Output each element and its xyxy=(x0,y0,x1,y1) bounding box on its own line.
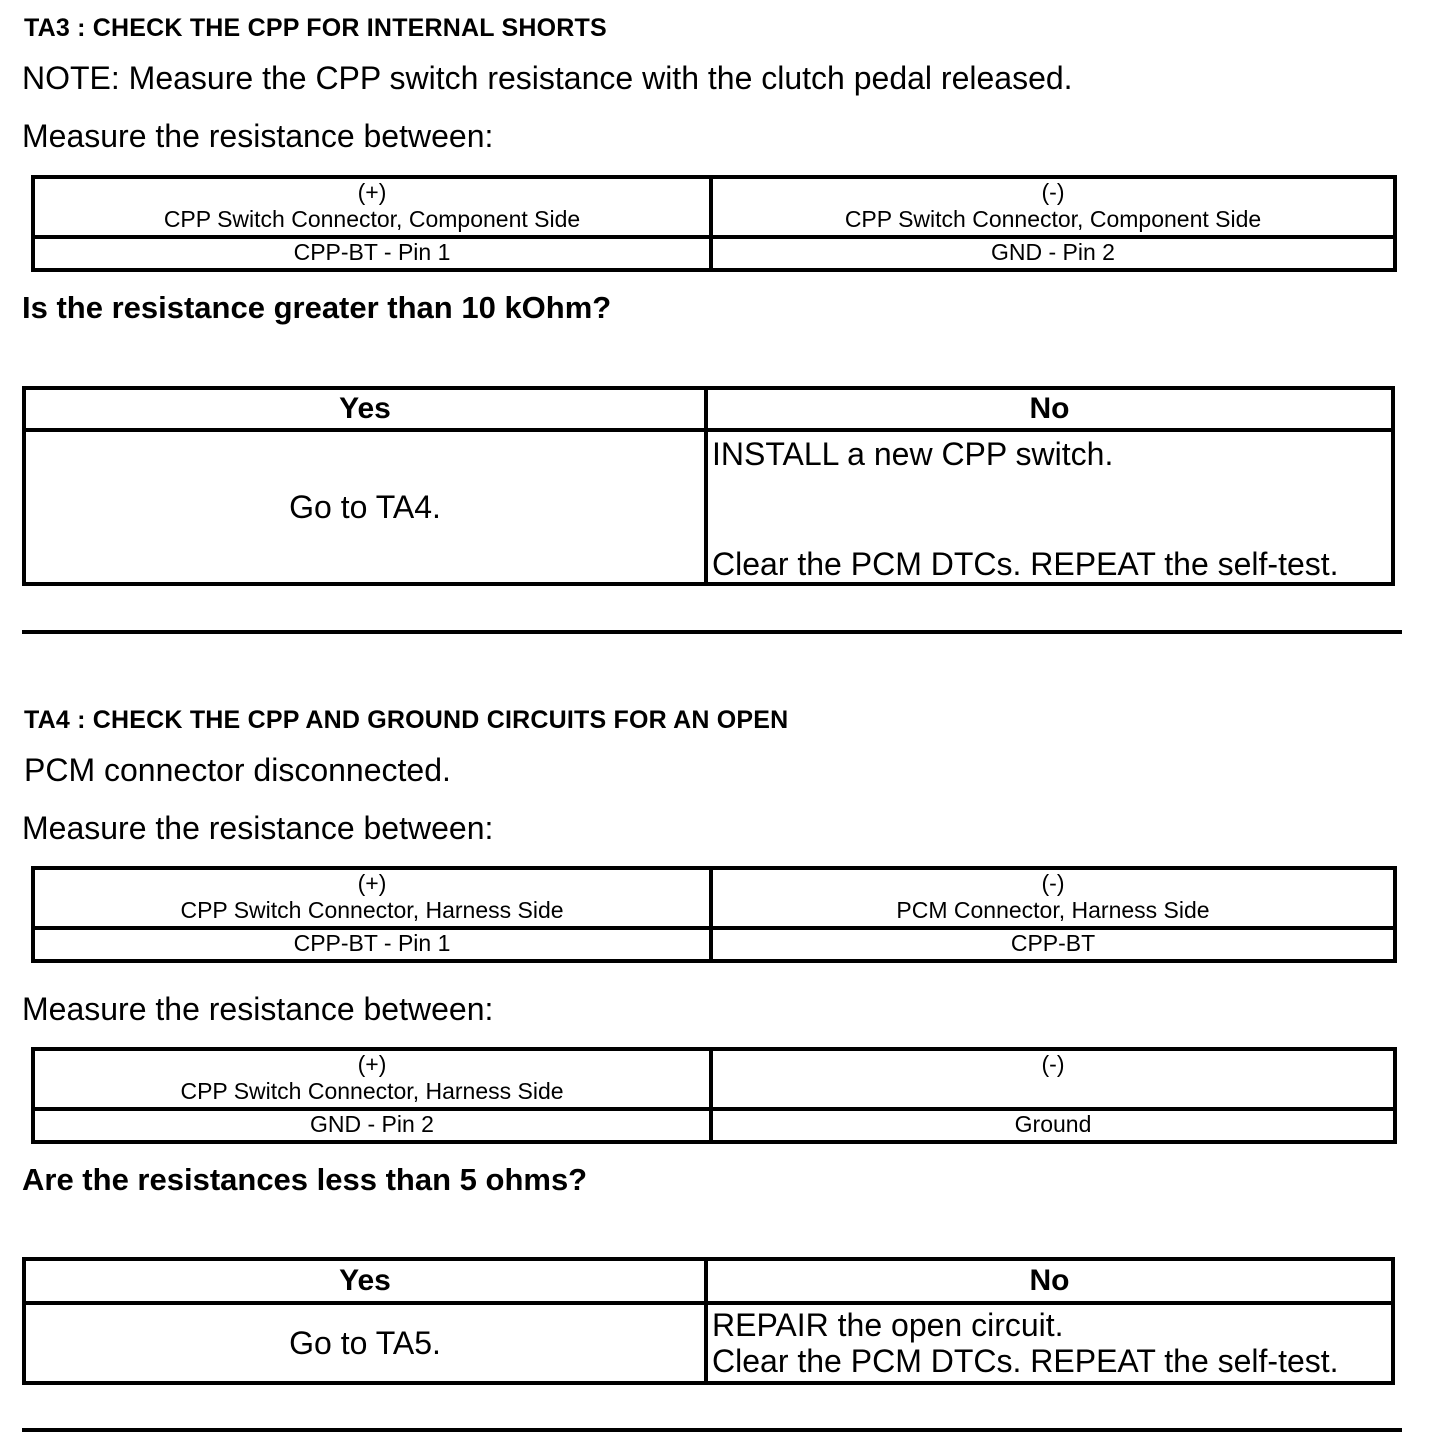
positive-connector: CPP Switch Connector, Component Side xyxy=(163,206,581,232)
positive-sign: (+) xyxy=(357,870,387,896)
ta4-t1-negative-header xyxy=(711,868,1395,928)
ta3-yes-header: Yes xyxy=(24,388,706,430)
ta4-question: Are the resistances less than 5 ohms? xyxy=(22,1162,588,1197)
ta4-t1-negative-pin: CPP-BT xyxy=(711,928,1395,961)
negative-connector: CPP Switch Connector, Component Side xyxy=(844,206,1262,232)
ta3-positive-pin: CPP-BT - Pin 1 xyxy=(33,237,711,270)
ta3-step-title: TA3 : CHECK THE CPP FOR INTERNAL SHORTS xyxy=(24,14,607,42)
ta3-measurement-table xyxy=(31,175,1397,272)
ta4-measure-label-2: Measure the resistance between: xyxy=(22,991,494,1027)
ta4-yes-action: Go to TA5. xyxy=(24,1303,706,1383)
negative-sign: (-) xyxy=(1041,870,1065,896)
section-divider xyxy=(22,1428,1402,1432)
positive-connector: CPP Switch Connector, Harness Side xyxy=(180,1078,564,1104)
ta4-measurement-table-1 xyxy=(31,866,1397,963)
ta3-yes-action: Go to TA4. xyxy=(24,430,706,584)
ta4-no-header: No xyxy=(706,1259,1393,1303)
negative-connector: PCM Connector, Harness Side xyxy=(896,897,1210,923)
positive-sign: (+) xyxy=(357,179,387,205)
ta3-question: Is the resistance greater than 10 kOhm? xyxy=(22,290,612,325)
ta3-measure-label: Measure the resistance between: xyxy=(22,118,494,154)
ta4-step-title: TA4 : CHECK THE CPP AND GROUND CIRCUITS FOR AN OPEN xyxy=(24,706,789,734)
ta3-positive-header xyxy=(33,177,711,237)
ta4-t2-positive-header xyxy=(33,1049,711,1109)
negative-sign: (-) xyxy=(1041,1051,1065,1077)
ta4-yes-header: Yes xyxy=(24,1259,706,1303)
ta4-no-action-line1: REPAIR the open circuit. xyxy=(712,1307,1064,1343)
positive-connector: CPP Switch Connector, Harness Side xyxy=(180,897,564,923)
ta3-answer-table xyxy=(22,386,1395,586)
ta4-t1-positive-pin: CPP-BT - Pin 1 xyxy=(33,928,711,961)
ta3-no-action-line2: Clear the PCM DTCs. REPEAT the self-test. xyxy=(712,546,1339,582)
ta3-no-action-line1: INSTALL a new CPP switch. xyxy=(712,436,1114,472)
ta3-note: NOTE: Measure the CPP switch resistance with the clutch pedal released. xyxy=(22,60,1073,96)
ta4-no-action xyxy=(706,1303,1393,1383)
ta3-negative-pin: GND - Pin 2 xyxy=(711,237,1395,270)
ta3-no-header: No xyxy=(706,388,1393,430)
positive-sign: (+) xyxy=(357,1051,387,1077)
section-divider xyxy=(22,630,1402,634)
ta4-t2-positive-pin: GND - Pin 2 xyxy=(33,1109,711,1142)
ta3-no-action xyxy=(706,430,1393,584)
ta4-t2-negative-pin: Ground xyxy=(711,1109,1395,1142)
ta4-condition: PCM connector disconnected. xyxy=(24,752,451,788)
ta4-measurement-table-2 xyxy=(31,1047,1397,1144)
ta4-t2-negative-header xyxy=(711,1049,1395,1109)
ta4-answer-table xyxy=(22,1257,1395,1385)
ta4-no-action-line2: Clear the PCM DTCs. REPEAT the self-test. xyxy=(712,1343,1339,1379)
ta4-t1-positive-header xyxy=(33,868,711,928)
ta3-negative-header xyxy=(711,177,1395,237)
negative-sign: (-) xyxy=(1041,179,1065,205)
ta4-measure-label-1: Measure the resistance between: xyxy=(22,810,494,846)
